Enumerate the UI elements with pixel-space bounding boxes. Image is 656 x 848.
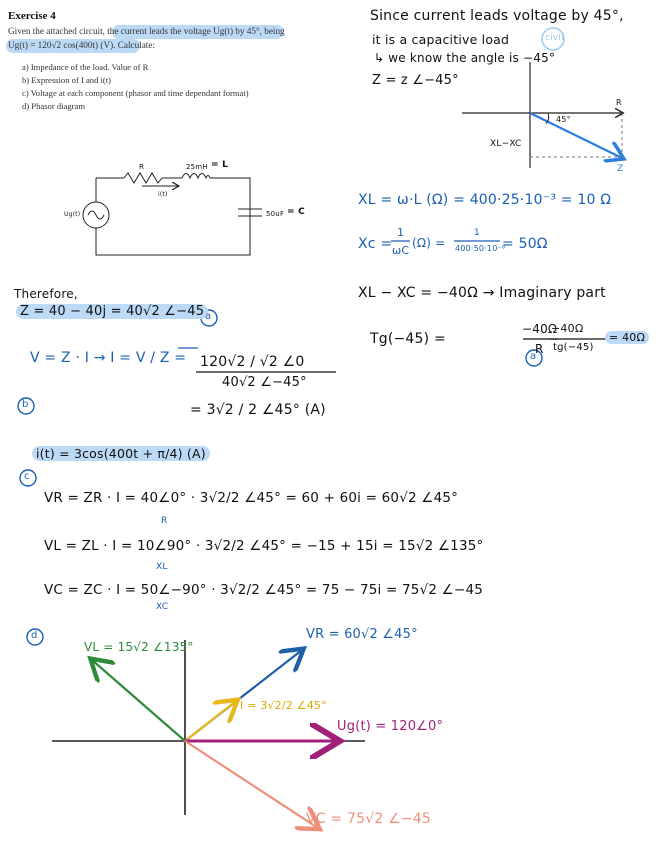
note-vc: VC = ZC · I = 50∠−90° · 3√2/2 ∠45° = 75 − 75i = 75√2 ∠−45 xyxy=(44,582,484,598)
circuit-c-tag: = C xyxy=(287,207,305,217)
note-tg-num2: −40Ω xyxy=(551,322,584,335)
phasor-vc-label: VC = 75√2 ∠−45 xyxy=(306,811,431,827)
circuit-current-label: i(t) xyxy=(158,191,168,198)
circuit-l-label: 25mH xyxy=(186,163,208,171)
note-therefore: Therefore, xyxy=(14,287,78,301)
note-vl-sub: XL xyxy=(156,562,168,572)
phasor-ug-label: Ug(t) = 120∠0° xyxy=(337,719,444,734)
statement-line-1: Given the attached circuit, the current leads the voltage Ug(t) by 45°, being xyxy=(8,26,285,36)
note-xc-frac-den: ωC xyxy=(392,244,410,257)
note-tg-den2: tg(−45) xyxy=(553,342,594,353)
phasor-vl-arrow xyxy=(92,660,185,741)
impedance-triangle xyxy=(462,62,622,168)
note-i-time: i(t) = 3cos(400t + π/4) (A) xyxy=(32,446,210,461)
note-vl: VL = ZL · I = 10∠90° · 3√2/2 ∠45° = −15 + 15i = 15√2 ∠135° xyxy=(44,538,484,554)
note-vr-sub: R xyxy=(161,516,168,526)
circuit-c-label: 50uF xyxy=(266,210,285,218)
note-xc-frac-num: 1 xyxy=(397,226,405,239)
task-item-d: d) Phasor diagram xyxy=(22,101,86,111)
phasor-i-label: I = 3√2/2 ∠45° xyxy=(240,699,327,712)
triangle-tip-label: Z xyxy=(617,164,624,174)
note-vr: VR = ZR · I = 40∠0° · 3√2/2 ∠45° = 60 + 60i = 60√2 ∠45° xyxy=(44,490,459,506)
task-item-b: b) Expression of I and i(t) xyxy=(22,75,112,85)
note-i-phasor: = 3√2 / 2 ∠45° (A) xyxy=(190,402,326,418)
circuit-r-label: R xyxy=(139,163,145,171)
phasor-arrows xyxy=(92,650,337,828)
mark-d: d xyxy=(31,630,38,641)
note-xl: XL = ω·L (Ω) = 400·25·10⁻³ = 10 Ω xyxy=(358,192,612,208)
note-xc-den: 400·50·10⁻⁶ xyxy=(455,244,506,253)
circuit-source-label: Ug(t) xyxy=(64,211,81,218)
phasor-vr-label: VR = 60√2 ∠45° xyxy=(306,627,418,642)
phasor-vl-label: VL = 15√2 ∠135° xyxy=(84,640,194,654)
task-item-a: a) Impedance of the load. Value of R xyxy=(22,62,149,72)
triangle-axis-label: R xyxy=(616,98,622,107)
mark-a-right: a xyxy=(530,351,537,362)
note-z-result: Z = 40 − 40j = 40√2 ∠−45 xyxy=(16,304,208,319)
task-item-c: c) Voltage at each component (phasor and time dependant format) xyxy=(22,88,249,98)
note-r-result: = 40Ω xyxy=(605,331,649,344)
note-ohm-den: 40√2 ∠−45° xyxy=(222,375,307,390)
note-angle: ↳ we know the angle is −45° xyxy=(374,51,556,65)
mark-a-left: a xyxy=(205,311,212,322)
mark-b: b xyxy=(22,399,29,410)
note-tg-num: −40Ω xyxy=(522,322,558,336)
note-xc-result: = 50Ω xyxy=(502,236,548,252)
note-xl-minus-xc: XL − XC = −40Ω → Imaginary part xyxy=(358,285,606,301)
note-ohm-law: V = Z · I → I = V / Z = xyxy=(30,350,187,366)
note-tg-den: R xyxy=(535,342,544,356)
phasor-vc-arrow xyxy=(185,741,318,828)
triangle-angle-label: 45° xyxy=(556,115,571,124)
note-current-leads: Since current leads voltage by 45°, xyxy=(370,8,624,24)
civil-stamp-text: civil xyxy=(545,33,564,43)
note-xc-num: 1 xyxy=(474,228,480,238)
note-z-definition: Z = z ∠−45° xyxy=(372,73,459,88)
mark-c: c xyxy=(24,471,30,482)
exercise-title: Exercise 4 xyxy=(8,10,56,22)
triangle-side-label: XL−XC xyxy=(490,139,522,149)
note-xc-mid: (Ω) = xyxy=(412,236,446,250)
circuit-diagram xyxy=(83,173,262,255)
circuit-l-tag: = L xyxy=(211,160,229,170)
note-vc-sub: XC xyxy=(156,602,169,612)
note-xc-lhs: Xc = xyxy=(358,236,393,252)
note-ohm-num: 120√2 / √2 ∠0 xyxy=(200,354,305,370)
phasor-i-arrow xyxy=(185,701,236,741)
statement-line-2: Ug(t) = 120√2 cos(400t) (V). Calculate: xyxy=(8,40,155,50)
note-tg-lhs: Tg(−45) = xyxy=(370,331,446,347)
note-capacitive-load: it is a capacitive load xyxy=(372,32,510,47)
